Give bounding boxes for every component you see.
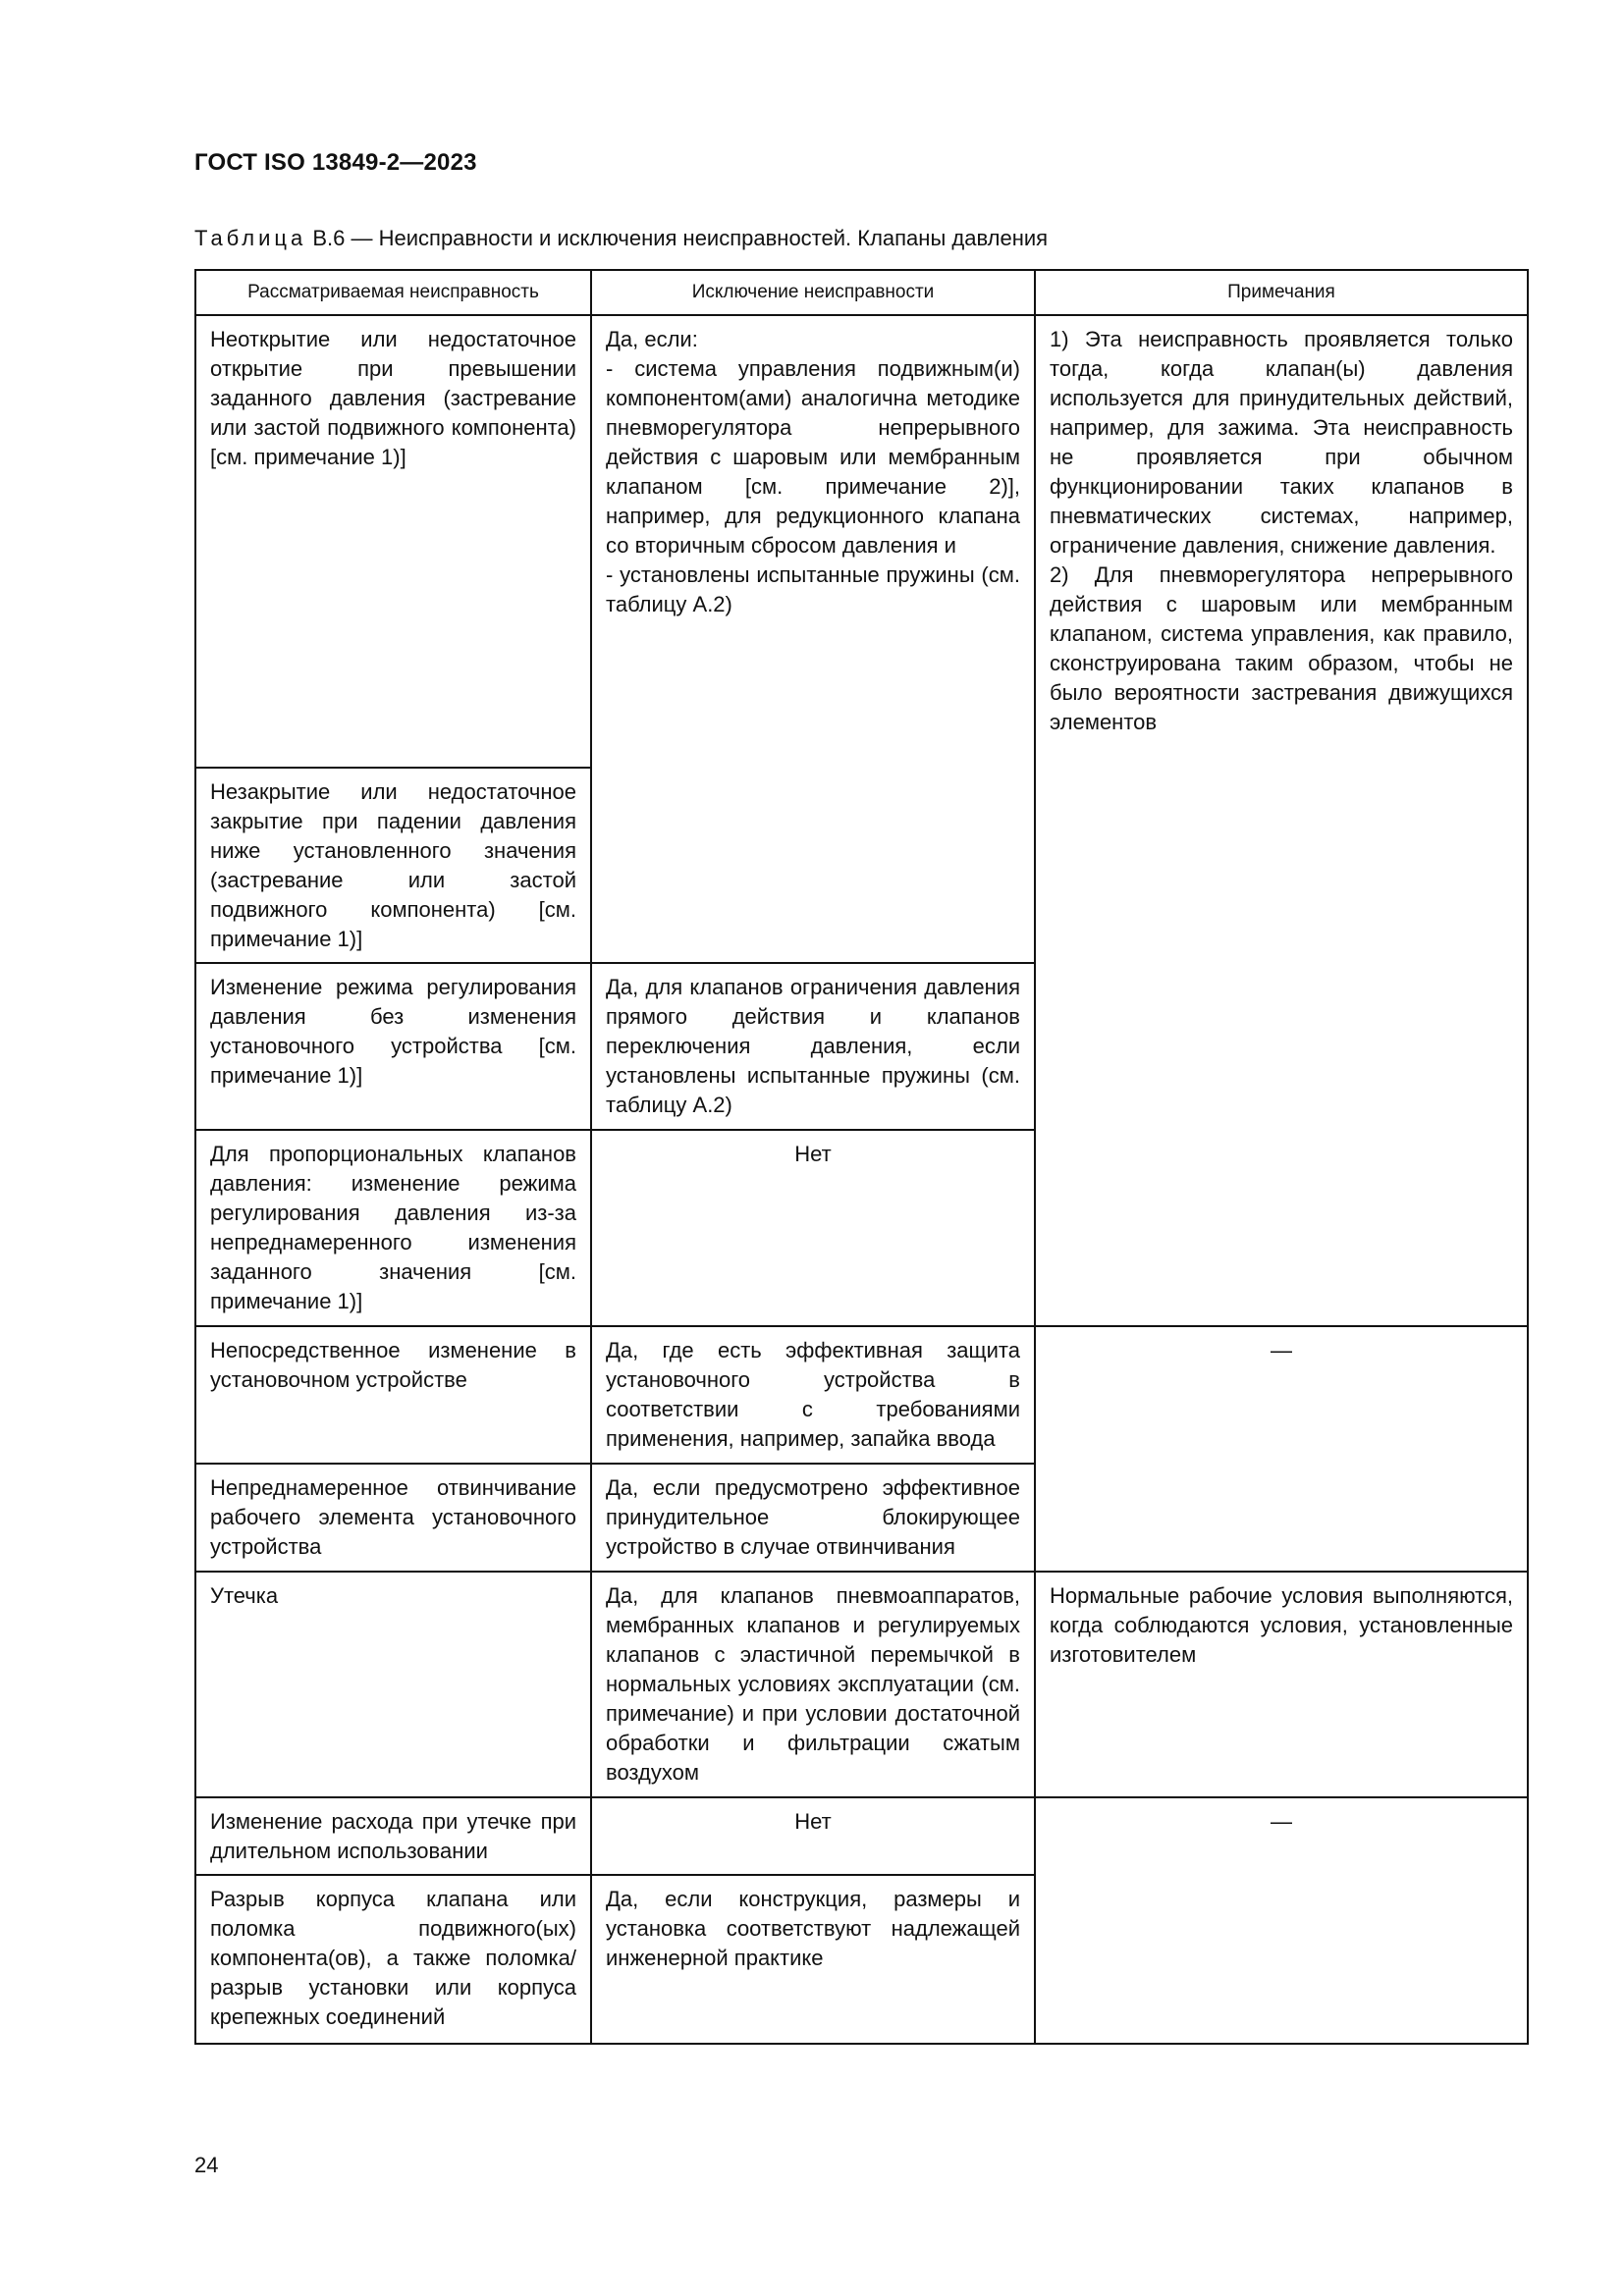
caption-label: Таблица (194, 226, 307, 250)
page-number: 24 (194, 2153, 219, 2177)
note-text: 2) Для пневморегулятора непрерывного действия с шаровым или мембранным клапаном, система управления, как правило, сконструирована таким образом, чтобы не было вероятности застревания движущихся элементов (1050, 562, 1513, 734)
column-header-exclusion: Исключение неисправности (591, 270, 1035, 315)
fault-cell: Изменение режима регулирования давления без изменения установочного устройства [см. примечание 1)] (195, 963, 591, 1130)
fault-cell: Разрыв корпуса клапана или поломка подвижного(ых) компонента(ов), а также поломка/разрыв установки или корпуса крепежных соединений (195, 1875, 591, 2044)
note-text: 1) Эта неисправность проявляется только тогда, когда клапан(ы) давления используется для принудительных действий, например, для зажима. Эта неисправность не проявляется при обычном функционировании таких клапанов в пневматических системах, например, ограничение давления, снижение давления. (1050, 327, 1513, 558)
notes-cell (1035, 315, 1528, 1326)
fault-cell: Непосредственное изменение в установочном устройстве (195, 1326, 591, 1464)
notes-cell: Нормальные рабочие условия выполняются, когда соблюдаются условия, установленные изготовителем (1035, 1572, 1528, 1797)
faults-table (194, 269, 1529, 2045)
notes-cell: — (1035, 1326, 1528, 1572)
table-header-row (195, 270, 1528, 315)
exclusion-cell: Да, если конструкция, размеры и установка соответствуют надлежащей инженерной практике (591, 1875, 1035, 2044)
table-caption (194, 226, 1048, 251)
fault-cell: Неоткрытие или недостаточное открытие при превышении заданного давления (застревание или застой подвижного компонента) [см. примечание 1)] (195, 315, 591, 768)
column-header-notes: Примечания (1035, 270, 1528, 315)
fault-cell: Изменение расхода при утечке при длительном использовании (195, 1797, 591, 1875)
column-header-fault: Рассматриваемая неисправность (195, 270, 591, 315)
table-row (195, 315, 1528, 768)
exclusion-cell: Да, где есть эффективная защита установочного устройства в соответствии с требованиями применения, например, запайка ввода (591, 1326, 1035, 1464)
exclusion-cell: Да, для клапанов пневмоаппаратов, мембранных клапанов и регулируемых клапанов с эластичной перемычкой в нормальных условиях эксплуатации (см. примечание) и при условии достаточной обработки и фильтрации сжатым воздухом (591, 1572, 1035, 1797)
table-row (195, 1797, 1528, 1875)
fault-cell: Непреднамеренное отвинчивание рабочего элемента установочного устройства (195, 1464, 591, 1572)
exclusion-text: Да, если: (606, 327, 698, 351)
table-row (195, 1572, 1528, 1797)
exclusion-cell: Да, если предусмотрено эффективное принудительное блокирующее устройство в случае отвинчивания (591, 1464, 1035, 1572)
fault-cell: Утечка (195, 1572, 591, 1797)
fault-cell: Незакрытие или недостаточное закрытие при падении давления ниже установленного значения (застревание или застой подвижного компонента) [см. примечание 1)] (195, 768, 591, 963)
exclusion-text: - установлены испытанные пружины (см. таблицу А.2) (606, 562, 1020, 616)
fault-cell: Для пропорциональных клапанов давления: изменение режима регулирования давления из-за непреднамеренного изменения заданного значения [см. примечание 1)] (195, 1130, 591, 1326)
document-header: ГОСТ ISO 13849-2—2023 (194, 149, 477, 176)
exclusion-cell: Да, для клапанов ограничения давления прямого действия и клапанов переключения давления, если установлены испытанные пружины (см. таблицу А.2) (591, 963, 1035, 1130)
exclusion-cell: Нет (591, 1130, 1035, 1326)
table-row (195, 1326, 1528, 1464)
exclusion-text: - система управления подвижным(и) компонентом(ами) аналогична методике пневморегулятора непрерывного действия с шаровым или мембранным клапаном [см. примечание 2)], например, для редукционного клапана со вторичным сбросом давления и (606, 356, 1020, 558)
exclusion-cell (591, 315, 1035, 963)
exclusion-cell: Нет (591, 1797, 1035, 1875)
notes-cell: — (1035, 1797, 1528, 2044)
caption-text: В.6 — Неисправности и исключения неисправностей. Клапаны давления (306, 226, 1049, 250)
